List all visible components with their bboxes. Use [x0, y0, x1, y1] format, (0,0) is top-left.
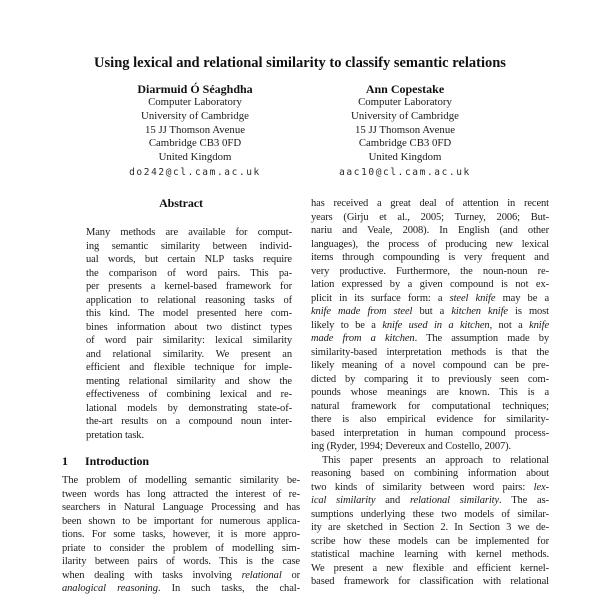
text-line	[62, 474, 300, 488]
text-line	[62, 488, 300, 502]
text-segment: The problem of modelling semantic similarity be-	[62, 475, 300, 486]
text-line	[311, 481, 549, 495]
text-segment: lational models by demonstrating state-of-	[86, 402, 292, 414]
text-line	[311, 413, 549, 427]
text-line	[311, 427, 549, 441]
text-line	[311, 508, 549, 522]
text-line	[311, 575, 549, 589]
text-segment: or	[281, 569, 300, 581]
text-segment: but a	[412, 306, 452, 317]
text-segment: is most	[507, 306, 549, 317]
text-segment: when dealing with tasks involving	[62, 569, 242, 581]
author-card-1	[75, 82, 315, 180]
text-segment: pounds whose meanings are known. This is a	[311, 387, 549, 398]
text-segment: . In such tasks, the chal-	[157, 583, 300, 594]
text-segment: pretation task.	[86, 429, 144, 441]
text-line	[311, 332, 549, 346]
text-segment: years (Girju et al., 2005; Turney, 2006; But-	[311, 211, 549, 223]
text-segment: relational	[241, 569, 282, 581]
author-affiliation-line: United Kingdom	[158, 151, 232, 164]
text-line	[311, 535, 549, 549]
text-line	[86, 267, 292, 281]
text-segment: menting relational similarity and show the	[86, 375, 292, 387]
author-name: Diarmuid Ó Séaghdha	[137, 82, 253, 96]
abstract-heading: Abstract	[159, 196, 203, 210]
text-segment: there is also empirical evidence for similarity-	[311, 414, 549, 425]
text-line	[62, 569, 300, 583]
author-email: aac10@cl.cam.ac.uk	[339, 166, 471, 178]
author-affiliation-line: Computer Laboratory	[148, 96, 242, 108]
text-line	[311, 521, 549, 535]
author-name: Ann Copestake	[365, 82, 445, 96]
text-segment: scribe how these models can be implemented for	[311, 535, 549, 547]
text-line	[311, 278, 549, 292]
text-line	[311, 224, 549, 238]
text-segment: lex-	[533, 481, 549, 493]
text-segment: ical similarity	[311, 495, 376, 506]
text-line	[311, 346, 549, 360]
author-card-2	[285, 82, 525, 180]
text-line	[86, 429, 292, 443]
author-affiliation-line: 15 JJ Thomson Avenue	[354, 123, 456, 136]
text-segment: ual words, but certain NLP tasks require	[86, 254, 292, 265]
text-line	[86, 321, 292, 335]
text-segment: been shown to be important for numerous applica-	[62, 515, 300, 527]
author-email: do242@cl.cam.ac.uk	[129, 166, 261, 178]
text-segment: reasoning based on combining information about	[311, 468, 549, 479]
text-segment: items through compounding is very frequent and	[311, 252, 549, 263]
text-segment: likely meaning of a novel compound can be pre-	[311, 360, 549, 371]
text-line	[311, 440, 549, 454]
text-line	[62, 501, 300, 515]
text-line	[311, 386, 549, 400]
text-line	[311, 562, 549, 576]
text-segment: has received a great deal of attention in recent	[311, 198, 549, 209]
text-segment: the comparison of word pairs. This pa-	[86, 267, 292, 279]
text-segment: efficient and flexible technique for imple-	[86, 362, 292, 373]
text-line	[311, 211, 549, 225]
text-line	[311, 454, 549, 468]
text-line	[311, 467, 549, 481]
paper-title: Using lexical and relational similarity to classify semantic relations	[94, 55, 506, 71]
text-segment: and relational similarity. We present an	[86, 348, 292, 360]
text-segment: ing semantic similarity between individ-	[86, 240, 292, 252]
text-segment: relational similarity	[409, 495, 500, 506]
text-line	[86, 334, 292, 348]
author-affiliation-line: University of Cambridge	[141, 109, 249, 122]
text-segment: knife made from steel	[311, 306, 413, 317]
text-line	[86, 280, 292, 294]
text-segment: of word pair similarity: lexical similarity	[86, 335, 292, 346]
text-line	[86, 361, 292, 375]
text-segment: similarity-based interpretation methods is that the	[311, 346, 549, 358]
text-line	[86, 388, 292, 402]
text-line	[311, 292, 549, 306]
text-segment: lation expressed by a given compound is not ex-	[311, 279, 549, 290]
text-segment: . The as-	[499, 495, 549, 506]
text-line	[311, 251, 549, 265]
text-segment: based interpretation in human compound process-	[311, 427, 549, 439]
author-affiliation-line: University of Cambridge	[351, 109, 459, 122]
text-line	[86, 240, 292, 254]
text-segment: based framework for classification with relational	[311, 576, 549, 587]
author-affiliation-line: 15 JJ Thomson Avenue	[144, 123, 246, 136]
text-line	[62, 582, 300, 596]
intro-text	[62, 474, 300, 596]
section-title: Introduction	[85, 454, 149, 468]
text-segment: made from a kitchen	[311, 333, 415, 344]
text-segment: . The assumption made by	[414, 333, 549, 344]
text-segment: knife	[529, 319, 549, 331]
text-line	[311, 238, 549, 252]
text-segment: very productive. Furthermore, the noun-noun re-	[311, 265, 549, 277]
text-segment: Many methods are available for comput-	[86, 227, 292, 238]
text-line	[311, 319, 549, 333]
text-line	[86, 253, 292, 267]
text-line	[86, 402, 292, 416]
text-segment: searchers in Natural Language Processing and has	[62, 502, 300, 513]
text-segment: likely to be a	[311, 319, 383, 331]
text-segment: plicit in its surface form: a	[311, 292, 450, 304]
text-line	[311, 400, 549, 414]
text-segment: ity are sketched in Section 2. In Section 3 we de-	[311, 522, 549, 533]
text-line	[86, 375, 292, 389]
text-segment: This paper presents an approach to relational	[322, 454, 549, 466]
text-segment: knife used in a kitchen	[382, 319, 490, 331]
section-heading	[62, 454, 300, 468]
text-line	[62, 542, 300, 556]
text-segment: the-art results on a compound noun inter-	[86, 416, 292, 427]
text-line	[311, 359, 549, 373]
left-column	[62, 197, 300, 596]
text-line	[62, 528, 300, 542]
right-column	[311, 197, 549, 589]
text-line	[311, 373, 549, 387]
text-segment: analogical reasoning	[62, 583, 158, 594]
author-affiliation-line: Cambridge CB3 0FD	[148, 137, 242, 150]
text-segment: application to relational reasoning tasks of	[86, 294, 292, 306]
text-segment: nariu and Veale, 2008). In English (and other	[311, 225, 549, 236]
text-line	[311, 197, 549, 211]
text-segment: natural framework for computational techniques;	[311, 400, 549, 412]
text-segment: tions. For some tasks, however, it is more appro-	[62, 529, 300, 540]
text-line	[86, 307, 292, 321]
text-line	[311, 548, 549, 562]
text-segment: effectiveness of combining lexical and re-	[86, 389, 292, 400]
text-line	[86, 294, 292, 308]
text-segment: languages), the process of producing new lexical	[311, 238, 549, 250]
text-segment: bines information about two distinct types	[86, 321, 292, 333]
abstract-body	[86, 226, 292, 442]
text-line	[86, 226, 292, 240]
text-line	[62, 515, 300, 529]
text-segment: dicted by comparing it to previously seen com-	[311, 373, 549, 385]
text-segment: this kind. The model presented here com-	[86, 308, 292, 319]
text-segment: per presents a kernel-based framework for	[86, 281, 292, 292]
text-segment: We present a new flexible and efficient kernel-	[311, 562, 549, 574]
author-affiliation-line: Cambridge CB3 0FD	[358, 137, 452, 150]
text-segment: , not a	[489, 319, 530, 331]
text-segment: tween words has long attracted the interest of re-	[62, 488, 300, 500]
text-segment: kitchen knife	[451, 306, 508, 317]
text-segment: steel knife	[449, 292, 496, 304]
text-line	[311, 265, 549, 279]
author-block	[0, 82, 600, 182]
author-affiliation-line: United Kingdom	[368, 151, 442, 164]
text-line	[86, 348, 292, 362]
text-segment: two kinds of similarity between word pairs:	[311, 481, 534, 493]
text-segment: priate to consider the problem of modelling sim-	[62, 542, 300, 554]
author-affiliation-line: Computer Laboratory	[358, 96, 452, 108]
section-number: 1	[62, 454, 68, 468]
text-segment: statistical machine learning with kernel methods.	[311, 549, 549, 560]
text-line	[86, 415, 292, 429]
text-line	[311, 494, 549, 508]
text-segment: may be a	[495, 292, 550, 304]
text-segment: ing (Ryder, 1994; Devereux and Costello, 2007).	[311, 441, 512, 452]
text-segment: sumptions underlying these two models of similar-	[311, 508, 549, 520]
text-segment: and	[375, 495, 410, 506]
text-segment: ilarity between pairs of words. This is the case	[62, 556, 300, 567]
text-line	[311, 305, 549, 319]
text-line	[62, 555, 300, 569]
